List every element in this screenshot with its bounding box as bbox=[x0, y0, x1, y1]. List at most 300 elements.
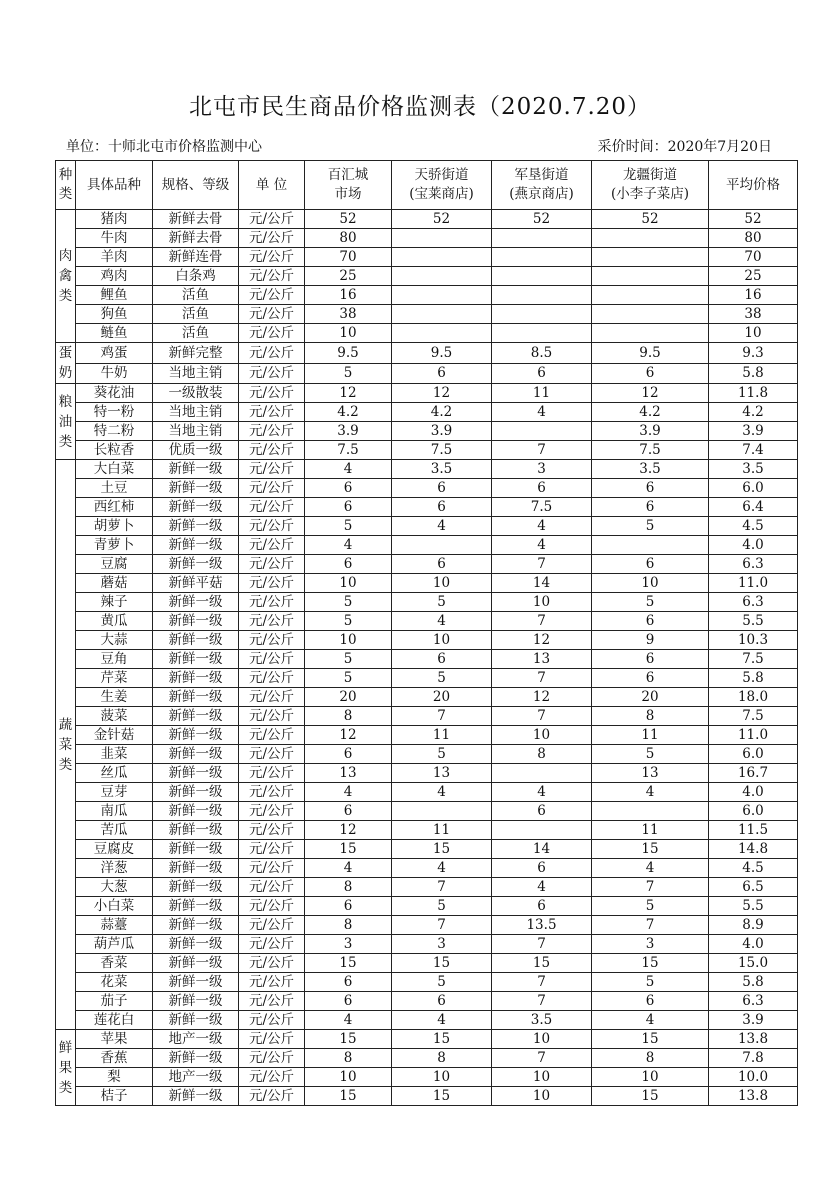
table-row bbox=[56, 764, 798, 783]
spec: 新鲜一级 bbox=[153, 745, 239, 764]
header-item-line: 具体品种 bbox=[87, 176, 141, 193]
price-longjiang: 5 bbox=[592, 593, 709, 612]
price-longjiang: 4 bbox=[592, 1011, 709, 1030]
unit: 元/公斤 bbox=[239, 764, 305, 783]
header-average-line: 平均价格 bbox=[726, 176, 780, 193]
price-longjiang: 15 bbox=[592, 1030, 709, 1049]
table-row bbox=[56, 726, 798, 745]
spec: 新鲜一级 bbox=[153, 688, 239, 707]
price-junken: 10 bbox=[492, 726, 592, 745]
item-name: 黄瓜 bbox=[76, 612, 153, 631]
price-average: 38 bbox=[709, 305, 798, 324]
price-baihuicheng: 3.9 bbox=[305, 422, 392, 441]
header-category bbox=[56, 161, 76, 210]
spec: 新鲜一级 bbox=[153, 1011, 239, 1030]
unit: 元/公斤 bbox=[239, 1087, 305, 1106]
table-row bbox=[56, 916, 798, 935]
price-longjiang: 10 bbox=[592, 1068, 709, 1087]
spec: 新鲜平菇 bbox=[153, 574, 239, 593]
price-baihuicheng: 4.2 bbox=[305, 403, 392, 422]
price-tianjiao: 7 bbox=[392, 707, 492, 726]
price-average: 14.8 bbox=[709, 840, 798, 859]
item-name: 鸡蛋 bbox=[76, 343, 153, 364]
price-baihuicheng: 12 bbox=[305, 726, 392, 745]
unit: 元/公斤 bbox=[239, 840, 305, 859]
price-junken bbox=[492, 267, 592, 286]
header-junken-line: (燕京商店) bbox=[509, 186, 574, 202]
unit: 元/公斤 bbox=[239, 631, 305, 650]
price-baihuicheng: 80 bbox=[305, 229, 392, 248]
spec: 新鲜一级 bbox=[153, 783, 239, 802]
price-average: 6.3 bbox=[709, 555, 798, 574]
spec: 活鱼 bbox=[153, 305, 239, 324]
price-longjiang: 6 bbox=[592, 555, 709, 574]
price-average: 52 bbox=[709, 210, 798, 229]
price-tianjiao bbox=[392, 536, 492, 555]
header-item bbox=[76, 161, 153, 210]
spec: 新鲜一级 bbox=[153, 460, 239, 479]
price-baihuicheng: 8 bbox=[305, 1049, 392, 1068]
price-junken bbox=[492, 324, 592, 343]
price-tianjiao: 6 bbox=[392, 479, 492, 498]
table-row bbox=[56, 593, 798, 612]
price-tianjiao: 15 bbox=[392, 1087, 492, 1106]
price-baihuicheng: 6 bbox=[305, 555, 392, 574]
price-tianjiao: 4.2 bbox=[392, 403, 492, 422]
table-row bbox=[56, 1030, 798, 1049]
price-tianjiao: 4 bbox=[392, 859, 492, 878]
spec: 新鲜完整 bbox=[153, 343, 239, 364]
price-average: 10 bbox=[709, 324, 798, 343]
price-average: 11.8 bbox=[709, 384, 798, 403]
price-longjiang: 20 bbox=[592, 688, 709, 707]
price-baihuicheng: 6 bbox=[305, 745, 392, 764]
unit: 元/公斤 bbox=[239, 745, 305, 764]
spec: 新鲜去骨 bbox=[153, 210, 239, 229]
price-tianjiao: 4 bbox=[392, 517, 492, 536]
header-tianjiao-line: 天骄街道 bbox=[414, 167, 469, 183]
item-name: 特一粉 bbox=[76, 403, 153, 422]
unit: 元/公斤 bbox=[239, 878, 305, 897]
price-baihuicheng: 6 bbox=[305, 973, 392, 992]
spec: 活鱼 bbox=[153, 324, 239, 343]
price-junken: 7 bbox=[492, 973, 592, 992]
table-row bbox=[56, 669, 798, 688]
price-junken: 13 bbox=[492, 650, 592, 669]
header-unit-line: 单 位 bbox=[255, 176, 288, 193]
table-row bbox=[56, 973, 798, 992]
price-baihuicheng: 12 bbox=[305, 821, 392, 840]
price-longjiang: 7.5 bbox=[592, 441, 709, 460]
price-longjiang: 6 bbox=[592, 479, 709, 498]
price-longjiang: 5 bbox=[592, 745, 709, 764]
price-baihuicheng: 5 bbox=[305, 650, 392, 669]
price-junken: 6 bbox=[492, 363, 592, 384]
item-name: 莲花白 bbox=[76, 1011, 153, 1030]
price-baihuicheng: 10 bbox=[305, 574, 392, 593]
price-longjiang bbox=[592, 536, 709, 555]
table-row bbox=[56, 210, 798, 229]
table-row bbox=[56, 631, 798, 650]
price-junken: 15 bbox=[492, 954, 592, 973]
item-name: 芹菜 bbox=[76, 669, 153, 688]
price-baihuicheng: 6 bbox=[305, 992, 392, 1011]
price-average: 80 bbox=[709, 229, 798, 248]
item-name: 小白菜 bbox=[76, 897, 153, 916]
table-row bbox=[56, 650, 798, 669]
price-baihuicheng: 5 bbox=[305, 612, 392, 631]
price-junken bbox=[492, 305, 592, 324]
table-row bbox=[56, 441, 798, 460]
document-title: 北屯市民生商品价格监测表（2020.7.20） bbox=[188, 94, 652, 120]
unit: 元/公斤 bbox=[239, 403, 305, 422]
price-average: 4.5 bbox=[709, 517, 798, 536]
unit: 元/公斤 bbox=[239, 593, 305, 612]
table-row bbox=[56, 707, 798, 726]
item-name: 长粒香 bbox=[76, 441, 153, 460]
spec: 新鲜一级 bbox=[153, 536, 239, 555]
table-row bbox=[56, 517, 798, 536]
price-baihuicheng: 6 bbox=[305, 498, 392, 517]
unit: 元/公斤 bbox=[239, 1011, 305, 1030]
unit: 元/公斤 bbox=[239, 555, 305, 574]
category-label: 蔬菜类 bbox=[58, 716, 73, 773]
price-longjiang: 8 bbox=[592, 707, 709, 726]
price-junken: 7 bbox=[492, 669, 592, 688]
table-row bbox=[56, 935, 798, 954]
price-junken: 4 bbox=[492, 403, 592, 422]
price-average: 3.9 bbox=[709, 1011, 798, 1030]
price-tianjiao: 10 bbox=[392, 574, 492, 593]
item-name: 狗鱼 bbox=[76, 305, 153, 324]
price-baihuicheng: 15 bbox=[305, 840, 392, 859]
price-longjiang bbox=[592, 229, 709, 248]
item-name: 大葱 bbox=[76, 878, 153, 897]
unit: 元/公斤 bbox=[239, 286, 305, 305]
price-baihuicheng: 8 bbox=[305, 916, 392, 935]
unit: 元/公斤 bbox=[239, 536, 305, 555]
price-junken: 7 bbox=[492, 555, 592, 574]
unit: 元/公斤 bbox=[239, 210, 305, 229]
spec: 地产一级 bbox=[153, 1030, 239, 1049]
spec: 新鲜一级 bbox=[153, 707, 239, 726]
price-baihuicheng: 8 bbox=[305, 878, 392, 897]
table-row bbox=[56, 688, 798, 707]
price-tianjiao: 52 bbox=[392, 210, 492, 229]
price-longjiang: 4 bbox=[592, 859, 709, 878]
price-longjiang bbox=[592, 324, 709, 343]
item-name: 香菜 bbox=[76, 954, 153, 973]
price-baihuicheng: 52 bbox=[305, 210, 392, 229]
spec: 新鲜一级 bbox=[153, 498, 239, 517]
price-baihuicheng: 12 bbox=[305, 384, 392, 403]
price-tianjiao: 5 bbox=[392, 669, 492, 688]
price-longjiang: 15 bbox=[592, 840, 709, 859]
price-average: 70 bbox=[709, 248, 798, 267]
price-junken: 4 bbox=[492, 783, 592, 802]
item-name: 蒜薹 bbox=[76, 916, 153, 935]
price-junken: 4 bbox=[492, 536, 592, 555]
unit: 元/公斤 bbox=[239, 229, 305, 248]
item-name: 胡萝卜 bbox=[76, 517, 153, 536]
item-name: 豆腐皮 bbox=[76, 840, 153, 859]
item-name: 韭菜 bbox=[76, 745, 153, 764]
price-tianjiao: 15 bbox=[392, 1030, 492, 1049]
item-name: 香蕉 bbox=[76, 1049, 153, 1068]
price-average: 9.3 bbox=[709, 343, 798, 364]
table-row bbox=[56, 460, 798, 479]
unit: 元/公斤 bbox=[239, 384, 305, 403]
price-average: 5.8 bbox=[709, 669, 798, 688]
spec: 新鲜一级 bbox=[153, 840, 239, 859]
item-name: 南瓜 bbox=[76, 802, 153, 821]
unit: 元/公斤 bbox=[239, 305, 305, 324]
unit: 元/公斤 bbox=[239, 498, 305, 517]
price-longjiang: 11 bbox=[592, 821, 709, 840]
price-tianjiao: 4 bbox=[392, 612, 492, 631]
price-tianjiao: 5 bbox=[392, 897, 492, 916]
price-longjiang bbox=[592, 802, 709, 821]
price-longjiang: 6 bbox=[592, 498, 709, 517]
item-name: 梨 bbox=[76, 1068, 153, 1087]
price-baihuicheng: 4 bbox=[305, 859, 392, 878]
table-row bbox=[56, 536, 798, 555]
category-label: 蛋奶 bbox=[58, 345, 73, 381]
table-row bbox=[56, 403, 798, 422]
price-tianjiao bbox=[392, 802, 492, 821]
price-baihuicheng: 3 bbox=[305, 935, 392, 954]
price-tianjiao bbox=[392, 267, 492, 286]
unit: 元/公斤 bbox=[239, 707, 305, 726]
table-row bbox=[56, 783, 798, 802]
spec: 新鲜一级 bbox=[153, 593, 239, 612]
price-baihuicheng: 15 bbox=[305, 954, 392, 973]
spec: 新鲜一级 bbox=[153, 479, 239, 498]
table-row bbox=[56, 1049, 798, 1068]
spec: 新鲜去骨 bbox=[153, 229, 239, 248]
price-tianjiao: 8 bbox=[392, 1049, 492, 1068]
unit: 元/公斤 bbox=[239, 916, 305, 935]
item-name: 苦瓜 bbox=[76, 821, 153, 840]
spec: 新鲜一级 bbox=[153, 1049, 239, 1068]
price-baihuicheng: 10 bbox=[305, 1068, 392, 1087]
spec: 新鲜一级 bbox=[153, 650, 239, 669]
item-name: 丝瓜 bbox=[76, 764, 153, 783]
price-junken bbox=[492, 764, 592, 783]
item-name: 茄子 bbox=[76, 992, 153, 1011]
price-average: 16 bbox=[709, 286, 798, 305]
spec: 新鲜一级 bbox=[153, 631, 239, 650]
price-average: 5.8 bbox=[709, 363, 798, 384]
table-row bbox=[56, 992, 798, 1011]
price-average: 4.0 bbox=[709, 536, 798, 555]
unit: 元/公斤 bbox=[239, 726, 305, 745]
price-tianjiao bbox=[392, 305, 492, 324]
collection-date: 采价时间：2020年7月20日 bbox=[597, 139, 772, 155]
price-average: 8.9 bbox=[709, 916, 798, 935]
spec: 新鲜一级 bbox=[153, 935, 239, 954]
table-row bbox=[56, 422, 798, 441]
price-junken: 14 bbox=[492, 574, 592, 593]
category-cell bbox=[56, 210, 76, 343]
price-tianjiao: 11 bbox=[392, 821, 492, 840]
price-average: 6.4 bbox=[709, 498, 798, 517]
spec: 新鲜一级 bbox=[153, 992, 239, 1011]
price-tianjiao: 7.5 bbox=[392, 441, 492, 460]
price-longjiang: 6 bbox=[592, 650, 709, 669]
table-row bbox=[56, 305, 798, 324]
price-tianjiao: 6 bbox=[392, 363, 492, 384]
price-baihuicheng: 5 bbox=[305, 593, 392, 612]
price-average: 6.5 bbox=[709, 878, 798, 897]
price-average: 25 bbox=[709, 267, 798, 286]
price-longjiang: 15 bbox=[592, 1087, 709, 1106]
header-junken bbox=[492, 161, 592, 210]
price-baihuicheng: 6 bbox=[305, 802, 392, 821]
price-tianjiao: 3.9 bbox=[392, 422, 492, 441]
item-name: 生姜 bbox=[76, 688, 153, 707]
price-tianjiao: 4 bbox=[392, 783, 492, 802]
price-junken: 7 bbox=[492, 707, 592, 726]
header-spec-line: 规格、等级 bbox=[161, 176, 230, 193]
table-row bbox=[56, 745, 798, 764]
spec: 新鲜一级 bbox=[153, 821, 239, 840]
price-average: 4.0 bbox=[709, 783, 798, 802]
category-cell bbox=[56, 460, 76, 1030]
price-average: 7.5 bbox=[709, 707, 798, 726]
header-category-line: 类 bbox=[58, 186, 73, 202]
spec: 新鲜一级 bbox=[153, 973, 239, 992]
price-longjiang: 5 bbox=[592, 973, 709, 992]
item-name: 西红柿 bbox=[76, 498, 153, 517]
price-junken bbox=[492, 821, 592, 840]
table-row bbox=[56, 229, 798, 248]
table-row bbox=[56, 897, 798, 916]
price-longjiang: 6 bbox=[592, 612, 709, 631]
spec: 新鲜一级 bbox=[153, 897, 239, 916]
price-baihuicheng: 4 bbox=[305, 536, 392, 555]
item-name: 葵花油 bbox=[76, 384, 153, 403]
price-junken: 8 bbox=[492, 745, 592, 764]
table-row bbox=[56, 343, 798, 364]
table-body bbox=[56, 210, 798, 1106]
price-baihuicheng: 4 bbox=[305, 783, 392, 802]
price-average: 5.5 bbox=[709, 897, 798, 916]
price-longjiang: 9 bbox=[592, 631, 709, 650]
item-name: 鸡肉 bbox=[76, 267, 153, 286]
table-row bbox=[56, 1068, 798, 1087]
price-junken: 52 bbox=[492, 210, 592, 229]
price-longjiang: 4.2 bbox=[592, 403, 709, 422]
price-baihuicheng: 6 bbox=[305, 479, 392, 498]
unit: 元/公斤 bbox=[239, 1030, 305, 1049]
price-tianjiao: 20 bbox=[392, 688, 492, 707]
spec: 新鲜一级 bbox=[153, 726, 239, 745]
price-junken bbox=[492, 422, 592, 441]
price-longjiang bbox=[592, 286, 709, 305]
price-average: 5.8 bbox=[709, 973, 798, 992]
unit: 元/公斤 bbox=[239, 992, 305, 1011]
price-tianjiao: 15 bbox=[392, 840, 492, 859]
price-baihuicheng: 15 bbox=[305, 1087, 392, 1106]
header-spec bbox=[153, 161, 239, 210]
item-name: 豆芽 bbox=[76, 783, 153, 802]
item-name: 大白菜 bbox=[76, 460, 153, 479]
price-tianjiao: 15 bbox=[392, 954, 492, 973]
price-baihuicheng: 20 bbox=[305, 688, 392, 707]
price-baihuicheng: 15 bbox=[305, 1030, 392, 1049]
item-name: 苹果 bbox=[76, 1030, 153, 1049]
price-table bbox=[55, 160, 798, 1106]
table-row bbox=[56, 1087, 798, 1106]
price-junken: 4 bbox=[492, 517, 592, 536]
spec: 新鲜一级 bbox=[153, 1087, 239, 1106]
item-name: 大蒜 bbox=[76, 631, 153, 650]
unit: 元/公斤 bbox=[239, 1049, 305, 1068]
item-name: 洋葱 bbox=[76, 859, 153, 878]
category-cell bbox=[56, 1030, 76, 1106]
price-baihuicheng: 5 bbox=[305, 363, 392, 384]
header-baihuicheng-line: 百汇城 bbox=[327, 167, 369, 183]
item-name: 金针菇 bbox=[76, 726, 153, 745]
price-baihuicheng: 5 bbox=[305, 517, 392, 536]
table-row bbox=[56, 479, 798, 498]
table-row bbox=[56, 840, 798, 859]
price-tianjiao: 6 bbox=[392, 498, 492, 517]
unit: 元/公斤 bbox=[239, 954, 305, 973]
price-baihuicheng: 9.5 bbox=[305, 343, 392, 364]
price-baihuicheng: 10 bbox=[305, 324, 392, 343]
item-name: 鲢鱼 bbox=[76, 324, 153, 343]
price-junken: 3 bbox=[492, 460, 592, 479]
item-name: 菠菜 bbox=[76, 707, 153, 726]
price-longjiang: 5 bbox=[592, 517, 709, 536]
price-longjiang: 6 bbox=[592, 669, 709, 688]
price-junken: 7 bbox=[492, 441, 592, 460]
unit: 元/公斤 bbox=[239, 650, 305, 669]
price-tianjiao: 3.5 bbox=[392, 460, 492, 479]
category-label: 肉禽类 bbox=[58, 248, 73, 304]
price-tianjiao: 10 bbox=[392, 631, 492, 650]
item-name: 蘑菇 bbox=[76, 574, 153, 593]
price-average: 3.5 bbox=[709, 460, 798, 479]
price-tianjiao: 13 bbox=[392, 764, 492, 783]
price-junken: 7 bbox=[492, 1049, 592, 1068]
price-tianjiao: 12 bbox=[392, 384, 492, 403]
table-row bbox=[56, 859, 798, 878]
unit: 元/公斤 bbox=[239, 441, 305, 460]
table-row bbox=[56, 1011, 798, 1030]
item-name: 羊肉 bbox=[76, 248, 153, 267]
price-longjiang bbox=[592, 305, 709, 324]
price-tianjiao: 5 bbox=[392, 745, 492, 764]
price-longjiang: 15 bbox=[592, 954, 709, 973]
spec: 新鲜一级 bbox=[153, 916, 239, 935]
header-category-line: 种 bbox=[58, 167, 73, 183]
price-tianjiao: 10 bbox=[392, 1068, 492, 1087]
price-longjiang: 3 bbox=[592, 935, 709, 954]
header-longjiang bbox=[592, 161, 709, 210]
unit: 元/公斤 bbox=[239, 1068, 305, 1087]
item-name: 特二粉 bbox=[76, 422, 153, 441]
table-row bbox=[56, 324, 798, 343]
spec: 优质一级 bbox=[153, 441, 239, 460]
table-row bbox=[56, 802, 798, 821]
price-average: 13.8 bbox=[709, 1030, 798, 1049]
header-average bbox=[709, 161, 798, 210]
spec: 新鲜连骨 bbox=[153, 248, 239, 267]
price-average: 6.3 bbox=[709, 593, 798, 612]
